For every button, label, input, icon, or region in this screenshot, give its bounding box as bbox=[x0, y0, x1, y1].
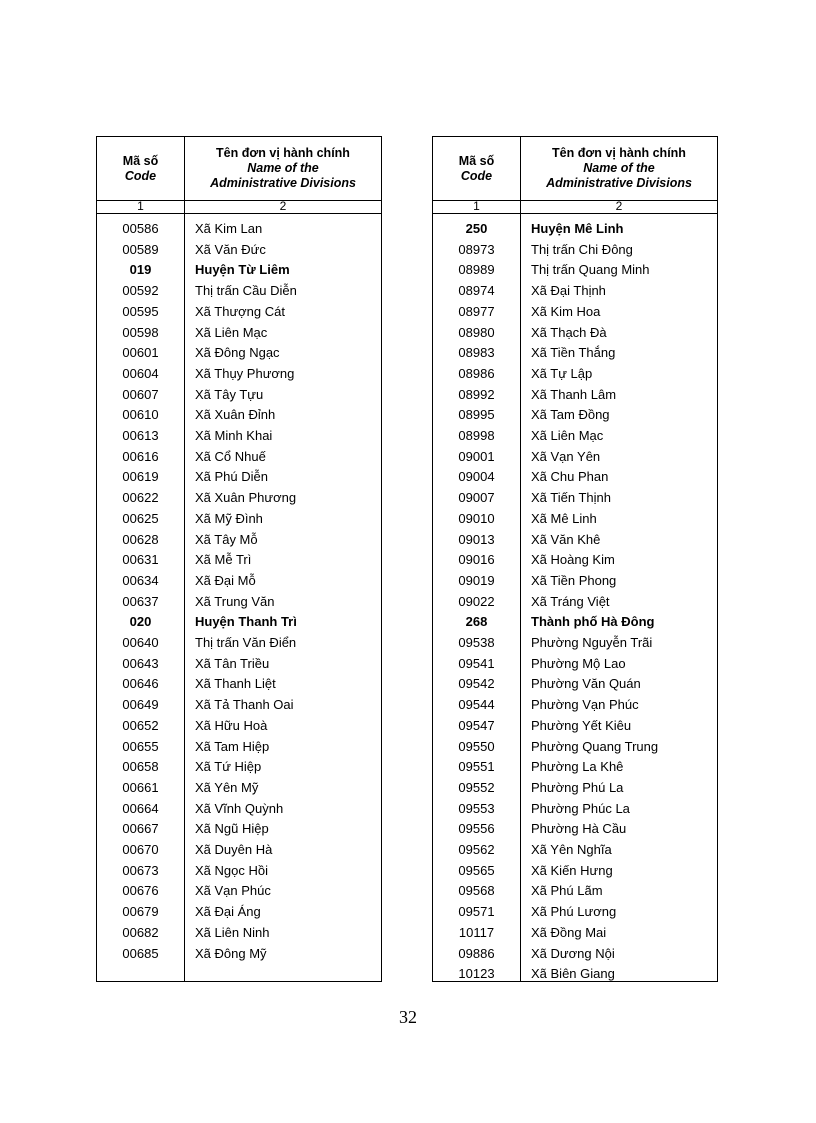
table-header bbox=[97, 137, 381, 201]
row-code: 00619 bbox=[122, 469, 159, 485]
row-name: Thị trấn Cầu Diễn bbox=[195, 283, 297, 299]
row-name: Thị trấn Chi Đông bbox=[531, 241, 633, 257]
table-row bbox=[433, 385, 717, 405]
row-name: Huyện Mê Linh bbox=[531, 221, 624, 236]
row-code: 09541 bbox=[458, 655, 495, 671]
table-row bbox=[97, 343, 381, 363]
row-code: 08973 bbox=[458, 241, 495, 257]
row-code: 09016 bbox=[458, 552, 495, 568]
row-name: Xã Yên Mỹ bbox=[195, 779, 259, 795]
header-name-en-2: Administrative Divisions bbox=[546, 176, 692, 190]
table-row bbox=[97, 654, 381, 674]
table-row bbox=[433, 654, 717, 674]
table-row bbox=[433, 509, 717, 529]
table-row bbox=[433, 530, 717, 550]
row-name: Thành phố Hà Đông bbox=[531, 614, 655, 630]
row-code: 00628 bbox=[122, 531, 159, 547]
table-row bbox=[97, 778, 381, 798]
row-name: Xã Đông Mỹ bbox=[195, 945, 267, 961]
row-name: Huyện Thanh Trì bbox=[195, 614, 297, 630]
table-row bbox=[433, 343, 717, 363]
row-code: 09004 bbox=[458, 469, 495, 485]
table-row bbox=[97, 819, 381, 839]
header-name-vi: Tên đơn vị hành chính bbox=[216, 146, 350, 160]
row-name: Xã Phú Diễn bbox=[195, 469, 268, 485]
row-code: 09568 bbox=[458, 883, 495, 899]
table-row bbox=[97, 219, 381, 239]
row-code: 268 bbox=[465, 614, 488, 630]
row-name: Xã Kim Hoa bbox=[531, 303, 601, 319]
row-name: Xã Đại Mỗ bbox=[195, 572, 256, 588]
row-code: 08974 bbox=[458, 283, 495, 299]
table-row bbox=[433, 695, 717, 715]
row-code: 00685 bbox=[122, 945, 159, 961]
table-row bbox=[433, 674, 717, 694]
table-row bbox=[433, 302, 717, 322]
row-name: Xã Kiến Hưng bbox=[531, 862, 613, 878]
table-row bbox=[97, 633, 381, 653]
row-name: Xã Mê Linh bbox=[531, 510, 597, 526]
table-row bbox=[97, 902, 381, 922]
table-row bbox=[97, 716, 381, 736]
row-name: Xã Tây Mỗ bbox=[195, 531, 258, 547]
row-code: 00664 bbox=[122, 800, 159, 816]
table-row bbox=[97, 923, 381, 943]
row-code: 09565 bbox=[458, 862, 495, 878]
row-name: Xã Liên Mạc bbox=[531, 428, 604, 443]
table-row bbox=[433, 944, 717, 964]
row-code: 09019 bbox=[458, 572, 495, 588]
row-name: Xã Tráng Việt bbox=[531, 593, 610, 609]
row-code: 09552 bbox=[458, 779, 495, 795]
table-row bbox=[433, 757, 717, 777]
row-code: 00607 bbox=[122, 386, 159, 402]
column-number-row bbox=[97, 200, 381, 214]
row-name: Xã Tiến Thịnh bbox=[531, 490, 611, 506]
page-number: 32 bbox=[399, 1007, 417, 1027]
table-row bbox=[97, 737, 381, 757]
table-row bbox=[97, 260, 381, 280]
row-name: Xã Tứ Hiệp bbox=[195, 759, 262, 775]
header-name bbox=[185, 137, 381, 200]
table-row bbox=[97, 571, 381, 591]
row-name: Xã Mễ Trì bbox=[195, 552, 252, 568]
row-name: Xã Phú Lãm bbox=[531, 883, 603, 899]
row-name: Xã Thạch Đà bbox=[531, 324, 607, 340]
table-row bbox=[97, 405, 381, 425]
row-name: Huyện Từ Liêm bbox=[195, 262, 290, 278]
row-name: Xã Mỹ Đình bbox=[195, 510, 263, 526]
row-name: Xã Biên Giang bbox=[531, 966, 615, 982]
table-row bbox=[433, 964, 717, 984]
row-name: Xã Phú Lương bbox=[531, 904, 617, 920]
row-name: Xã Chu Phan bbox=[531, 469, 609, 485]
row-code: 09001 bbox=[458, 448, 495, 464]
row-name: Xã Vĩnh Quỳnh bbox=[195, 800, 284, 816]
table-row bbox=[433, 488, 717, 508]
row-code: 09007 bbox=[458, 490, 495, 506]
table-row bbox=[97, 281, 381, 301]
row-name: Xã Vạn Phúc bbox=[195, 883, 271, 899]
row-code: 00655 bbox=[122, 738, 159, 754]
row-code: 00658 bbox=[122, 759, 159, 775]
row-name: Phường Văn Quán bbox=[531, 676, 641, 692]
header-name bbox=[521, 137, 717, 200]
table-row bbox=[97, 799, 381, 819]
row-code: 09551 bbox=[458, 759, 495, 775]
row-name: Xã Minh Khai bbox=[195, 428, 273, 443]
row-code: 09550 bbox=[458, 738, 495, 754]
table-row bbox=[433, 405, 717, 425]
table-row bbox=[433, 592, 717, 612]
row-code: 00676 bbox=[122, 883, 159, 899]
table-row bbox=[433, 364, 717, 384]
row-name: Xã Đại Thịnh bbox=[531, 283, 606, 299]
table-left bbox=[96, 136, 382, 982]
row-code: 00622 bbox=[122, 490, 159, 506]
table-row bbox=[97, 612, 381, 632]
row-name: Xã Tiền Thắng bbox=[531, 345, 616, 361]
table-row bbox=[97, 385, 381, 405]
row-name: Xã Đồng Mai bbox=[531, 924, 607, 940]
row-code: 00601 bbox=[122, 345, 159, 361]
row-code: 00661 bbox=[122, 779, 159, 795]
row-name: Thị trấn Văn Điển bbox=[195, 635, 297, 650]
table-row bbox=[433, 260, 717, 280]
row-code: 10117 bbox=[458, 924, 495, 940]
row-name: Xã Tam Đồng bbox=[531, 407, 610, 423]
row-name: Xã Liên Ninh bbox=[195, 924, 270, 940]
table-right bbox=[432, 136, 718, 982]
row-name: Xã Thượng Cát bbox=[195, 303, 285, 319]
row-name: Xã Thanh Liệt bbox=[195, 676, 276, 692]
header-code-vi: Mã số bbox=[122, 153, 159, 168]
table-row bbox=[433, 840, 717, 860]
table-row bbox=[433, 240, 717, 260]
header-code bbox=[433, 137, 520, 200]
row-name: Phường Mộ Lao bbox=[531, 655, 626, 671]
table-row bbox=[97, 488, 381, 508]
row-code: 08983 bbox=[458, 345, 495, 361]
row-name: Xã Hữu Hoà bbox=[195, 717, 268, 733]
row-code: 00592 bbox=[122, 283, 159, 299]
row-code: 00595 bbox=[122, 303, 159, 319]
row-name: Phường Yết Kiêu bbox=[531, 717, 632, 733]
table-row bbox=[97, 674, 381, 694]
table-row bbox=[433, 861, 717, 881]
row-code: 09556 bbox=[458, 821, 495, 837]
row-code: 250 bbox=[465, 221, 488, 236]
table-row bbox=[433, 716, 717, 736]
row-name: Xã Tiền Phong bbox=[531, 572, 617, 588]
column-number-1: 1 bbox=[473, 199, 480, 213]
row-name: Xã Ngọc Hồi bbox=[195, 862, 268, 878]
table-row bbox=[433, 571, 717, 591]
table-row bbox=[433, 799, 717, 819]
row-code: 00667 bbox=[122, 821, 159, 837]
table-row bbox=[433, 902, 717, 922]
row-code: 00625 bbox=[122, 510, 159, 526]
row-code: 09013 bbox=[458, 531, 495, 547]
row-code: 08989 bbox=[458, 262, 495, 278]
table-row bbox=[433, 612, 717, 632]
row-name: Phường Quang Trung bbox=[531, 738, 659, 754]
table-row bbox=[433, 550, 717, 570]
row-code: 00637 bbox=[122, 593, 159, 609]
row-code: 00673 bbox=[122, 862, 159, 878]
row-name: Phường Hà Cầu bbox=[531, 821, 627, 837]
row-code: 09010 bbox=[458, 510, 495, 526]
table-row bbox=[97, 550, 381, 570]
row-code: 09022 bbox=[458, 593, 495, 609]
row-name: Xã Xuân Đỉnh bbox=[195, 407, 276, 423]
row-code: 00679 bbox=[122, 904, 159, 920]
row-code: 09538 bbox=[458, 635, 495, 650]
header-name-en-1: Name of the bbox=[247, 161, 319, 175]
row-code: 00586 bbox=[122, 221, 159, 236]
row-code: 00646 bbox=[122, 676, 159, 692]
header-code-en: Code bbox=[460, 168, 493, 183]
row-name: Phường Vạn Phúc bbox=[531, 697, 639, 713]
table-row bbox=[97, 592, 381, 612]
row-code: 00634 bbox=[122, 572, 159, 588]
row-name: Xã Đại Áng bbox=[195, 904, 261, 920]
header-name-en-1: Name of the bbox=[583, 161, 655, 175]
row-name: Xã Tam Hiệp bbox=[195, 738, 270, 754]
table-row bbox=[97, 861, 381, 881]
row-name: Xã Duyên Hà bbox=[195, 842, 273, 857]
table-row bbox=[433, 633, 717, 653]
column-number-2: 2 bbox=[279, 199, 287, 213]
row-code: 08998 bbox=[458, 428, 495, 443]
row-name: Phường La Khê bbox=[531, 759, 624, 775]
row-name: Xã Hoàng Kim bbox=[531, 552, 615, 568]
table-row bbox=[97, 881, 381, 901]
table-row bbox=[433, 778, 717, 798]
row-code: 10123 bbox=[458, 966, 495, 982]
row-name: Xã Tả Thanh Oai bbox=[195, 697, 294, 713]
table-row bbox=[433, 281, 717, 301]
row-code: 00670 bbox=[122, 842, 159, 857]
row-code: 09562 bbox=[458, 842, 495, 857]
row-name: Xã Cổ Nhuế bbox=[195, 448, 266, 464]
table-row bbox=[433, 737, 717, 757]
row-code: 00589 bbox=[122, 241, 159, 257]
row-name: Xã Đông Ngạc bbox=[195, 345, 280, 361]
row-name: Xã Thụy Phương bbox=[195, 365, 295, 381]
row-code: 08992 bbox=[458, 386, 495, 402]
row-code: 09553 bbox=[458, 800, 495, 816]
row-name: Xã Vạn Yên bbox=[531, 448, 601, 464]
table-row bbox=[97, 447, 381, 467]
row-name: Xã Tự Lập bbox=[531, 365, 593, 381]
row-name: Xã Liên Mạc bbox=[195, 324, 268, 340]
table-header bbox=[433, 137, 717, 201]
table-row bbox=[433, 323, 717, 343]
row-name: Phường Nguyễn Trãi bbox=[531, 635, 653, 650]
row-name: Xã Ngũ Hiệp bbox=[195, 821, 269, 837]
row-code: 00631 bbox=[122, 552, 159, 568]
row-name: Xã Văn Khê bbox=[531, 531, 601, 547]
table-row bbox=[433, 447, 717, 467]
table-row bbox=[433, 881, 717, 901]
row-code: 00598 bbox=[122, 324, 159, 340]
row-code: 00652 bbox=[122, 717, 159, 733]
row-code: 00610 bbox=[122, 407, 159, 423]
table-row bbox=[97, 840, 381, 860]
header-code bbox=[97, 137, 184, 200]
row-code: 00643 bbox=[122, 655, 159, 671]
row-name: Xã Thanh Lâm bbox=[531, 386, 617, 402]
table-row bbox=[97, 240, 381, 260]
row-code: 00604 bbox=[122, 365, 159, 381]
table-row bbox=[97, 509, 381, 529]
table-row bbox=[97, 426, 381, 446]
row-name: Xã Yên Nghĩa bbox=[531, 842, 612, 857]
table-row bbox=[97, 695, 381, 715]
column-number-2: 2 bbox=[615, 199, 623, 213]
table-row bbox=[433, 819, 717, 839]
table-row bbox=[97, 757, 381, 777]
row-name: Xã Văn Đức bbox=[195, 241, 266, 257]
row-name: Phường Phú La bbox=[531, 779, 624, 795]
row-name: Xã Trung Văn bbox=[195, 593, 275, 609]
row-code: 09571 bbox=[458, 904, 495, 920]
row-code: 09544 bbox=[458, 697, 495, 713]
header-code-en: Code bbox=[124, 168, 157, 183]
table-row bbox=[433, 923, 717, 943]
header-name-en-2: Administrative Divisions bbox=[210, 176, 356, 190]
row-code: 08995 bbox=[458, 407, 495, 423]
row-code: 00682 bbox=[122, 924, 159, 940]
table-row bbox=[97, 302, 381, 322]
row-code: 00649 bbox=[122, 697, 159, 713]
row-name: Phường Phúc La bbox=[531, 800, 630, 816]
header-name-vi: Tên đơn vị hành chính bbox=[552, 146, 686, 160]
row-name: Xã Xuân Phương bbox=[195, 490, 297, 506]
column-number-1: 1 bbox=[137, 199, 144, 213]
table-row bbox=[433, 219, 717, 239]
row-code: 09547 bbox=[458, 717, 495, 733]
row-code: 08977 bbox=[458, 303, 495, 319]
table-row bbox=[97, 467, 381, 487]
row-code: 08980 bbox=[458, 324, 495, 340]
row-code: 08986 bbox=[458, 365, 495, 381]
table-row bbox=[97, 530, 381, 550]
row-code: 09886 bbox=[458, 945, 495, 961]
table-row bbox=[97, 944, 381, 964]
table-row bbox=[97, 364, 381, 384]
row-name: Xã Kim Lan bbox=[195, 221, 263, 236]
row-code: 019 bbox=[129, 262, 152, 278]
column-number-row bbox=[433, 200, 717, 214]
row-name: Xã Tân Triều bbox=[195, 655, 270, 671]
row-name: Xã Dương Nội bbox=[531, 945, 615, 961]
row-code: 00613 bbox=[122, 428, 159, 443]
header-code-vi: Mã số bbox=[458, 153, 495, 168]
row-code: 00616 bbox=[122, 448, 159, 464]
row-code: 00640 bbox=[122, 635, 159, 650]
row-name: Xã Tây Tựu bbox=[195, 386, 264, 402]
table-row bbox=[433, 467, 717, 487]
row-code: 09542 bbox=[458, 676, 495, 692]
table-row bbox=[97, 323, 381, 343]
row-name: Thị trấn Quang Minh bbox=[531, 262, 650, 278]
row-code: 020 bbox=[129, 614, 152, 630]
table-row bbox=[433, 426, 717, 446]
